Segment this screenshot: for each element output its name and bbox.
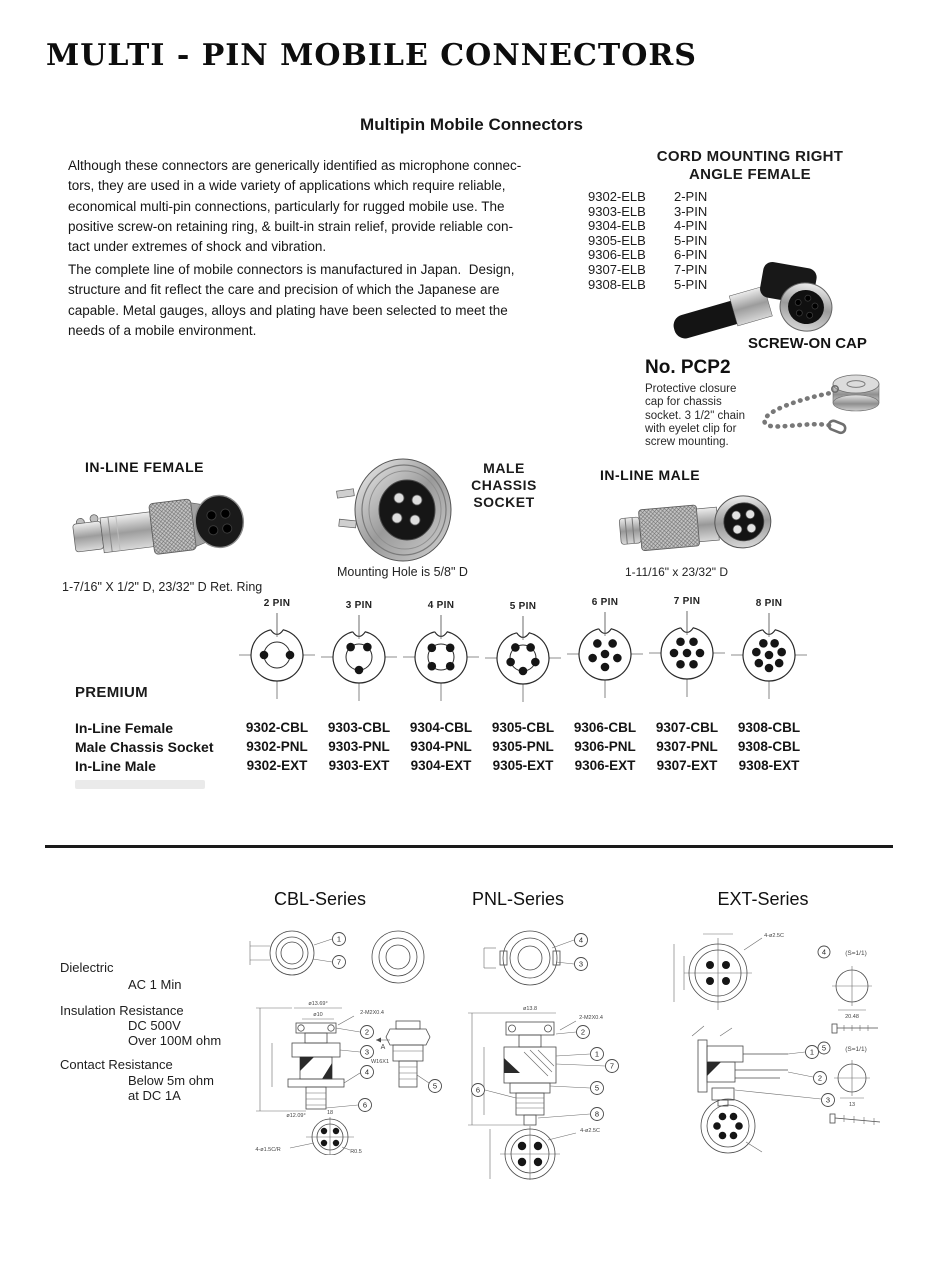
intro-line: capable. Metal gauges, alloys and plating have been selected to meet the — [68, 302, 508, 318]
intro-paragraph-1 — [68, 156, 521, 257]
svg-text:3: 3 — [578, 959, 584, 969]
table-row: In-Line Male 9302-EXT 9303-EXT 9304-EXT 9305-EXT 9306-EXT 9307-EXT 9308-EXT — [75, 758, 800, 774]
inline-female-caption: 1-7/16" X 1/2" D, 23/32" D Ret. Ring — [62, 580, 263, 594]
svg-text:4: 4 — [578, 935, 584, 945]
svg-text:3: 3 — [825, 1095, 831, 1105]
svg-text:5: 5 — [432, 1081, 438, 1091]
svg-text:20.48: 20.48 — [845, 1014, 859, 1020]
svg-text:8: 8 — [594, 1109, 600, 1119]
intro-line: tact under extremes of shock and vibration. — [68, 239, 327, 255]
svg-text:2-M2X0.4: 2-M2X0.4 — [360, 1010, 384, 1016]
screw-cap-heading: SCREW-ON CAP — [748, 335, 867, 352]
pin-diagram-drawing — [319, 611, 399, 703]
svg-text:W16X1: W16X1 — [370, 1059, 390, 1065]
svg-text:(S=1/1): (S=1/1) — [845, 1046, 867, 1053]
pin-diagram-8pin: 8 PIN — [729, 598, 809, 701]
pin-diagram-drawing — [647, 607, 727, 699]
male-chassis-label: MALE CHASSIS SOCKET — [471, 460, 537, 510]
svg-text:1: 1 — [809, 1047, 815, 1057]
svg-text:4-ø1.5C/R: 4-ø1.5C/R — [255, 1147, 281, 1153]
spec-label: Contact Resistance — [60, 1057, 173, 1072]
cbl-series-heading: CBL-Series — [273, 889, 367, 909]
pnl-series-heading: PNL-Series — [471, 889, 565, 909]
svg-text:(S=1/1): (S=1/1) — [845, 950, 867, 957]
svg-text:ø13.8: ø13.8 — [522, 1006, 538, 1012]
list-item: 9305-ELB 5-PIN — [588, 232, 708, 248]
list-item: 9304-ELB 4-PIN — [588, 218, 708, 234]
pin-diagram-7pin: 7 PIN — [647, 596, 727, 699]
inline-male-photo — [616, 480, 776, 568]
ext-series-heading: EXT-Series — [717, 889, 809, 909]
list-item: 9302-ELB 2-PIN — [588, 189, 708, 204]
svg-text:ø10: ø10 — [313, 1012, 323, 1018]
svg-text:R0.5: R0.5 — [350, 1149, 362, 1155]
intro-line: positive screw-on retaining ring, & built-in strain relief, provide reliable con- — [68, 218, 513, 234]
spec-value: AC 1 Min — [128, 977, 182, 992]
spec-value: Over 100M ohm — [128, 1033, 222, 1048]
svg-text:18: 18 — [326, 1110, 334, 1116]
list-item: 9306-ELB 6-PIN — [588, 247, 708, 263]
pin-diagram-4pin: 4 PIN — [401, 600, 481, 703]
pin-diagram-6pin: 6 PIN — [565, 597, 645, 700]
spec-label: Insulation Resistance — [60, 1003, 184, 1018]
svg-text:7: 7 — [336, 957, 342, 967]
list-item: 9307-ELB 7-PIN — [588, 261, 708, 277]
premium-label: PREMIUM — [75, 684, 148, 701]
pin-diagram-2pin: 2 PIN — [237, 598, 317, 701]
pin-diagram-drawing — [729, 609, 809, 701]
svg-text:2: 2 — [580, 1027, 586, 1037]
svg-text:4: 4 — [821, 947, 827, 957]
svg-text:1: 1 — [594, 1049, 600, 1059]
inline-male-caption: 1-11/16" x 23/32" D — [625, 565, 729, 579]
svg-text:5: 5 — [821, 1043, 827, 1053]
screw-on-cap-photo — [752, 362, 892, 454]
ext-series-diagram — [640, 918, 905, 1158]
svg-text:4-ø2.5C: 4-ø2.5C — [580, 1128, 600, 1134]
svg-text:6: 6 — [475, 1085, 481, 1095]
right-angle-female-photo — [668, 255, 836, 339]
pin-diagram-drawing — [237, 609, 317, 701]
intro-line: tors, they are used in a wide variety of applications which require reliable, — [68, 178, 506, 194]
svg-text:13: 13 — [848, 1102, 856, 1108]
svg-text:ø12.09°: ø12.09° — [286, 1113, 306, 1119]
table-row: In-Line Female 9302-CBL 9303-CBL 9304-CBL 9305-CBL 9306-CBL 9307-CBL 9308-CBL — [75, 720, 801, 736]
pin-diagram-drawing — [565, 608, 645, 700]
pin-diagram-5pin: 5 PIN — [483, 601, 563, 704]
intro-line: structure and fit reflect the care and precision of which the Japanese are — [68, 282, 500, 298]
svg-text:2: 2 — [364, 1027, 370, 1037]
spec-value: at DC 1A — [128, 1088, 181, 1103]
inline-male-label: IN-LINE MALE — [600, 467, 701, 483]
svg-text:2: 2 — [817, 1073, 823, 1083]
intro-paragraph-2 — [68, 260, 515, 341]
right-angle-heading: CORD MOUNTING RIGHT ANGLE FEMALE — [656, 148, 844, 183]
svg-text:1: 1 — [336, 934, 342, 944]
inline-female-label: IN-LINE FEMALE — [85, 459, 204, 475]
pin-diagram-3pin: 3 PIN — [319, 600, 399, 703]
svg-text:6: 6 — [362, 1100, 368, 1110]
screw-cap-part-number: No. PCP2 — [645, 357, 731, 378]
page-title: MULTI - PIN MOBILE CONNECTORS — [46, 38, 697, 73]
list-item: 9308-ELB 5-PIN — [588, 276, 708, 292]
svg-text:4: 4 — [364, 1067, 370, 1077]
svg-text:3: 3 — [364, 1047, 370, 1057]
svg-text:4-ø2.5C: 4-ø2.5C — [764, 933, 784, 939]
intro-line: Although these connectors are generically identified as microphone connec- — [68, 158, 522, 173]
scan-smudge — [75, 780, 205, 789]
screw-cap-description: Protective closure cap for chassis socket. 3 1/2" chain with eyelet clip for screw mounting. — [645, 383, 745, 449]
pin-diagram-drawing — [401, 611, 481, 703]
male-chassis-caption: Mounting Hole is 5/8" D — [337, 565, 468, 579]
spec-label: Dielectric — [60, 960, 114, 975]
svg-text:7: 7 — [609, 1061, 615, 1071]
list-item: 9303-ELB 3-PIN — [588, 203, 708, 219]
intro-line: The complete line of mobile connectors is manufactured in Japan. Design, — [68, 262, 515, 277]
svg-text:5: 5 — [594, 1083, 600, 1093]
pnl-series-diagram — [450, 918, 625, 1180]
inline-female-photo — [68, 476, 246, 576]
table-row: Male Chassis Socket 9302-PNL 9303-PNL 9304-PNL 9305-PNL 9306-PNL 9307-PNL 9308-CBL — [75, 739, 801, 755]
intro-line: economical multi-pin connections, particularly for rugged mobile use. The — [68, 198, 505, 214]
intro-line: needs of a mobile environment. — [68, 322, 257, 338]
spec-value: DC 500V — [128, 1018, 181, 1033]
section-divider — [45, 845, 893, 848]
pin-diagram-drawing — [483, 612, 563, 704]
page-subtitle: Multipin Mobile Connectors — [360, 115, 583, 134]
spec-value: Below 5m ohm — [128, 1073, 214, 1088]
male-chassis-photo — [333, 450, 459, 570]
cbl-series-diagram — [230, 915, 445, 1155]
svg-text:2-M2X0.4: 2-M2X0.4 — [579, 1015, 603, 1021]
svg-text:ø13.69°: ø13.69° — [308, 1001, 328, 1007]
svg-text:A: A — [380, 1044, 386, 1051]
